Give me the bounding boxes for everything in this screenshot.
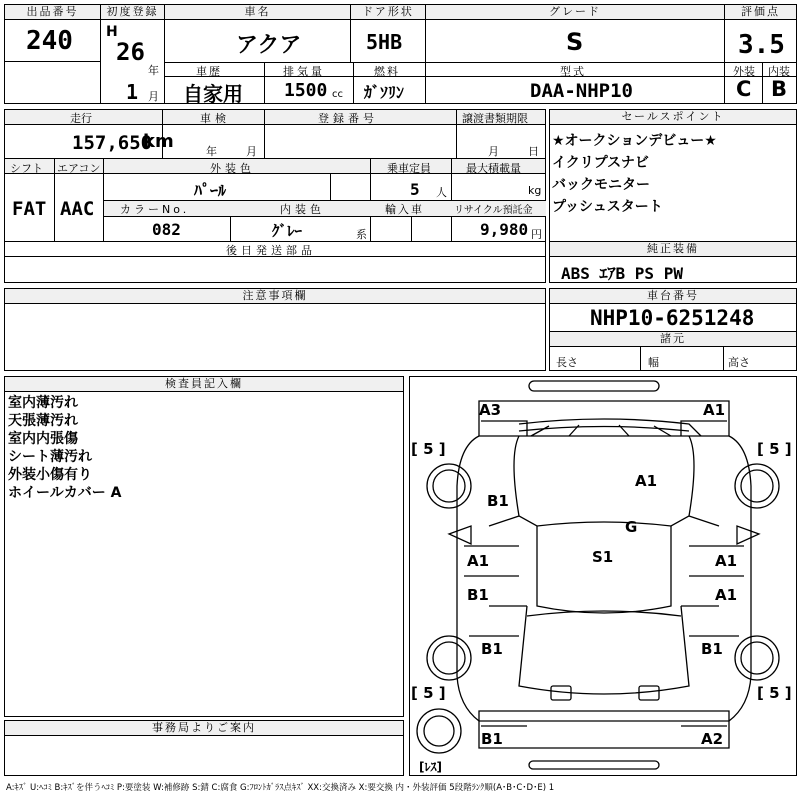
spec-height: 高さ (728, 356, 750, 369)
tire-rear-left: [ 5 ] (411, 684, 446, 702)
sales-point: バックモニター (552, 177, 650, 193)
lot-number: 240 (26, 26, 73, 56)
ext-grade: C (736, 77, 752, 101)
reg-month: 1 (126, 80, 139, 104)
int-grade: B (771, 77, 788, 101)
displacement-label: 排気量 (283, 65, 325, 78)
grade-label: グレード (426, 5, 724, 20)
fuel: ｶﾞｿﾘﾝ (364, 83, 405, 102)
office-label: 事務局よりご案内 (5, 721, 403, 736)
caution-label: 注意事項欄 (5, 289, 545, 304)
equipment: ABS ｴｱB PS PW (561, 264, 683, 283)
car-name: アクア (236, 33, 302, 58)
model-label: 型式 (560, 65, 586, 78)
capacity: 5 (410, 180, 420, 199)
tire-rear-right: [ 5 ] (757, 684, 792, 702)
chassis-number: NHP10-6251248 (590, 306, 755, 330)
mark-roof: S1 (592, 548, 614, 566)
mark-hood: A1 (635, 472, 658, 490)
tire-front-left: [ 5 ] (411, 440, 446, 458)
tr-month: 月 (488, 145, 499, 158)
transfer-label: 譲渡書類期限 (462, 112, 528, 125)
cc-unit: cc (332, 89, 343, 100)
inspector-note: ホイールカバー A (8, 485, 122, 501)
mark-right-front-door: A1 (715, 552, 738, 570)
mark-left-front-door: A1 (467, 552, 490, 570)
yen-unit: 円 (531, 228, 542, 241)
mark-left-rear-door: B1 (467, 586, 489, 604)
score-label: 評価点 (725, 5, 796, 20)
later-parts-label: 後日発送部品 (226, 244, 316, 257)
spec-length: 長さ (556, 356, 578, 369)
recycle: 9,980 (480, 220, 529, 239)
tr-day: 日 (528, 145, 539, 158)
specs-label: 諸元 (550, 332, 796, 347)
kei-unit: 系 (356, 228, 367, 241)
int-color: ｸﾞﾚｰ (272, 222, 303, 240)
door-type: 5HB (366, 30, 403, 54)
int-color-label: 内装色 (280, 203, 325, 216)
recycle-label: リサイクル預託金 (454, 205, 533, 216)
color-no: 082 (152, 220, 181, 239)
model: DAA-NHP10 (530, 80, 633, 102)
insp-year: 年 (206, 145, 217, 158)
int-label: 内装 (768, 65, 790, 78)
month-unit: 月 (148, 90, 159, 103)
load-label: 最大積載量 (466, 162, 521, 175)
ac: AAC (60, 198, 95, 220)
grade: S (566, 28, 584, 56)
color-label: 外装色 (210, 162, 255, 175)
sales-point: プッシュスタート (552, 199, 663, 215)
inspector-note: 外装小傷有り (8, 467, 92, 483)
ac-label: エアコン (57, 162, 101, 175)
mark-left-rear-fender: B1 (481, 640, 503, 658)
equip-label: 純正装備 (550, 242, 796, 257)
lot-label: 出品番号 (5, 5, 100, 20)
ext-label: 外装 (733, 65, 755, 78)
reg-year: 26 (116, 38, 145, 66)
mark-rear-right: A2 (701, 730, 724, 748)
car-diagram (409, 376, 797, 776)
displacement: 1500 (284, 80, 328, 101)
mark-front-right: A1 (703, 401, 726, 419)
year-unit: 年 (148, 64, 159, 77)
mileage-label: 走行 (70, 112, 92, 125)
insp-month: 月 (246, 145, 257, 158)
mark-right-rear-fender: B1 (701, 640, 723, 658)
car-name-label: 車名 (165, 5, 350, 20)
mark-right-rear-door: A1 (715, 586, 738, 604)
mark-front-left: A3 (479, 401, 502, 419)
fuel-label: 燃料 (374, 65, 400, 78)
sales-point: ★オークションデビュー★ (552, 133, 717, 149)
first-reg-label: 初度登録 (101, 5, 164, 20)
legend: A:ｷｽﾞ U:ﾍｺﾐ B:ｷｽﾞを伴うﾍｺﾐ P:要塗装 W:補修跡 S:錆 C:腐食 G:ﾌﾛﾝﾄｶﾞﾗｽ点ｷｽﾞ XX:交換済み X:要交換 内・外装評価 5段階ﾗﾝｸ順(A･B･C･D･E) 1 (6, 783, 555, 793)
kg-unit: kg (528, 184, 542, 197)
spec-width: 幅 (648, 356, 659, 369)
color-no-label: カラーNo. (120, 203, 190, 216)
import-label: 輸入車 (385, 203, 424, 216)
inspector-note: 天張薄汚れ (8, 413, 78, 429)
mileage: 157,650 (72, 132, 153, 154)
spare-tire: [ﾚｽ] (419, 760, 442, 774)
history-label: 車歴 (196, 65, 222, 78)
inspector-label: 検査員記入欄 (5, 377, 403, 392)
mark-front-left-fender: B1 (487, 492, 509, 510)
shift-label: シフト (10, 162, 43, 175)
shift: FAT (12, 198, 47, 220)
capacity-label: 乗車定員 (387, 162, 431, 175)
era: H (106, 24, 118, 40)
sales-point: イクリプスナビ (552, 155, 649, 171)
mark-rear-left: B1 (481, 730, 503, 748)
score: 3.5 (738, 30, 785, 60)
inspector-note: 室内薄汚れ (8, 395, 78, 411)
regno-label: 登録番号 (318, 112, 378, 125)
history: 自家用 (183, 82, 243, 106)
inspector-note: シート薄汚れ (8, 449, 92, 465)
tire-front-right: [ 5 ] (757, 440, 792, 458)
inspector-note: 室内内張傷 (8, 431, 78, 447)
sales-points-list (552, 130, 717, 218)
person-unit: 人 (436, 186, 447, 199)
mileage-unit: km (143, 131, 174, 152)
chassis-label: 車台番号 (550, 289, 796, 304)
color: ﾊﾟｰﾙ (194, 181, 227, 200)
door-label: ドア形状 (351, 5, 425, 20)
inspection-label: 車検 (200, 112, 230, 125)
inspector-notes (8, 394, 121, 502)
mark-windshield: G (625, 518, 638, 536)
sales-label: セールスポイント (550, 110, 796, 125)
